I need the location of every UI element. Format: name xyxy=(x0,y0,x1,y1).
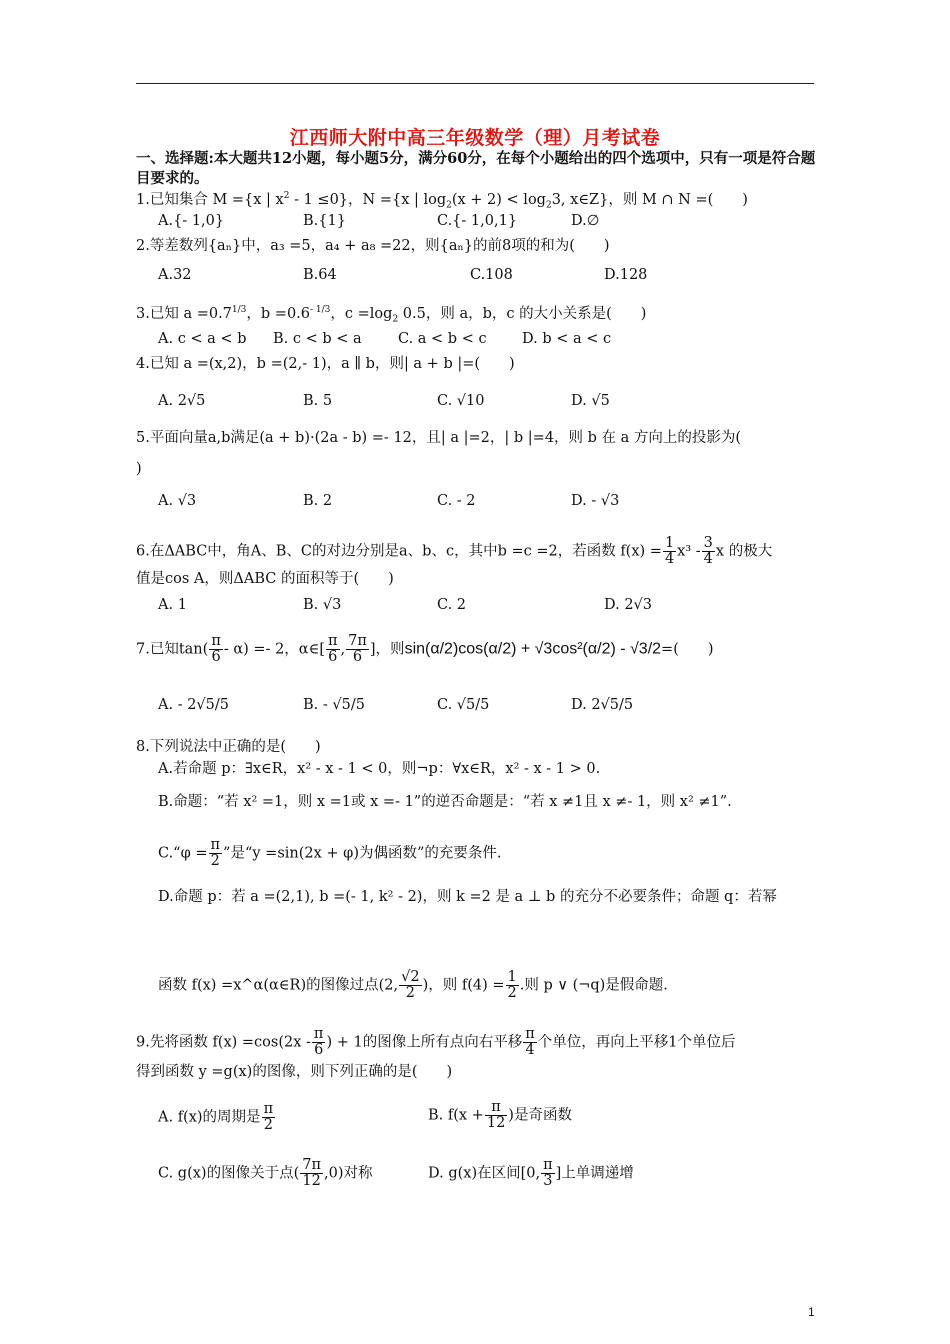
question-8-option-a[interactable]: A.若命题 p：∃x∈R，x² - x - 1 < 0，则¬p：∀x∈R，x² - x - 1 > 0. xyxy=(158,761,601,777)
question-3-stem: 3.已知 $a =0.7^{1/3}$，$b =0.6^{- 1/3}$，$c =\log_2$ 0.5，则 a，b，c 的大小关系是( ) xyxy=(136,305,647,325)
question-7-option-d[interactable]: D. 2√5/5 xyxy=(571,697,634,713)
question-2-option-b[interactable]: B.64 xyxy=(303,267,337,283)
question-6-option-d[interactable]: D. 2√3 xyxy=(604,597,653,613)
question-4-option-c[interactable]: C. √10 xyxy=(437,393,485,409)
question-4-option-b[interactable]: B. 5 xyxy=(303,393,333,409)
question-3-option-d[interactable]: D. b < a < c xyxy=(522,331,612,347)
question-1-option-d[interactable]: D.∅ xyxy=(571,213,600,229)
question-9-option-c[interactable]: C. g(x)的图像关于点( $\frac{7\pi}{12}$ ,0)对称 xyxy=(158,1157,373,1189)
header-rule xyxy=(136,83,814,84)
question-4-option-d[interactable]: D. √5 xyxy=(571,393,610,409)
question-8-option-d-cont: 函数 f(x) =x^α(α∈R)的图像过点(2, $\frac{√2}{2}$ )，则 f(4) = $\frac{1}{2}$ .则 p ∨ (¬q)是假命题. xyxy=(158,969,668,1001)
question-3-option-b[interactable]: B. c < b < a xyxy=(273,331,362,347)
question-9-option-d[interactable]: D. g(x)在区间[0, $\frac{\pi}{3}$ ]上单调递增 xyxy=(428,1157,634,1189)
question-9-option-a[interactable]: A. f(x)的周期是 $\frac{\pi}{2}$ xyxy=(158,1101,274,1133)
question-5-option-a[interactable]: A. √3 xyxy=(158,493,197,509)
question-8-option-b[interactable]: B.命题：“若 x² =1，则 x =1或 x =- 1”的逆否命题是：“若 x ≠1且 x ≠- 1，则 x² ≠1”. xyxy=(158,794,732,810)
question-7-option-a[interactable]: A. - 2√5/5 xyxy=(158,697,229,713)
question-5-option-b[interactable]: B. 2 xyxy=(303,493,333,509)
question-1-option-a[interactable]: A.{- 1,0} xyxy=(158,213,225,229)
question-5-option-c[interactable]: C. - 2 xyxy=(437,493,476,509)
question-2-option-c[interactable]: C.108 xyxy=(470,267,513,283)
question-7-option-c[interactable]: C. √5/5 xyxy=(437,697,490,713)
question-6-stem: 6.在ΔABC中，角A、B、C的对边分别是a、b、c，其中b =c =2，若函数 f(x) = $\frac{1}{4}$ x³ - $\frac{3}{4}$ x 的极大 xyxy=(136,535,773,567)
question-7-option-b[interactable]: B. - √5/5 xyxy=(303,697,365,713)
question-2-option-a[interactable]: A.32 xyxy=(158,267,192,283)
question-3-option-c[interactable]: C. a < b < c xyxy=(398,331,487,347)
question-8-option-d[interactable]: D.命题 p：若 a =(2,1), b =(- 1, k² - 2)，则 k =2 是 a ⊥ b 的充分不必要条件；命题 q：若幂 xyxy=(158,889,777,905)
question-6-option-b[interactable]: B. √3 xyxy=(303,597,342,613)
question-9-stem: 9.先将函数 f(x) =cos(2x - $\frac{\pi}{6}$ ) + 1的图像上所有点向右平移 $\frac{\pi}{4}$ 个单位，再向上平移1个单位后 xyxy=(136,1026,736,1058)
question-5-stem: 5.平面向量a,b满足(a + b)·(2a - b) =- 12，且| a |=2，| b |=4，则 b 在 a 方向上的投影为( xyxy=(136,430,742,446)
question-1-stem: 1.已知集合 M ={x | $x^2 - 1 \le 0$}，N ={x | $\log_2(x + 2) < \log_23$, x∈Z}，则 M ∩ N =( ) xyxy=(136,191,748,211)
question-9-option-b[interactable]: B. f(x + $\frac{\pi}{12}$ )是奇函数 xyxy=(428,1099,572,1131)
question-6-stem-cont: 值是cos A，则ΔABC 的面积等于( ) xyxy=(136,571,394,587)
question-1-option-b[interactable]: B.{1} xyxy=(303,213,346,229)
question-5-option-d[interactable]: D. - √3 xyxy=(571,493,620,509)
question-1-option-c[interactable]: C.{- 1,0,1} xyxy=(437,213,518,229)
question-7-stem: 7.已知tan( $\frac{\pi}{6}$ - α) =- 2，α∈[ $\frac{\pi}{6}$ , $\frac{7\pi}{6}$ ]，则sin(α/2)cos(α/2) + √3cos²(α/2) - √3/2=( ) xyxy=(136,633,714,665)
question-4-option-a[interactable]: A. 2√5 xyxy=(158,393,206,409)
question-5-stem-cont: ) xyxy=(136,461,142,477)
question-8-stem: 8.下列说法中正确的是( ) xyxy=(136,739,321,755)
question-8-option-c[interactable]: C.“φ = $\frac{\pi}{2}$ ”是“y =sin(2x + φ)为偶函数”的充要条件. xyxy=(158,837,502,869)
question-9-stem-cont: 得到函数 y =g(x)的图像，则下列正确的是( ) xyxy=(136,1064,453,1080)
section-heading: 一、选择题:本大题共12小题，每小题5分，满分60分，在每个小题给出的四个选项中，只有一项是符合题目要求的。 xyxy=(136,150,816,187)
question-6-option-c[interactable]: C. 2 xyxy=(437,597,467,613)
page-number: 1 xyxy=(808,1305,815,1319)
question-3-option-a[interactable]: A. c < a < b xyxy=(158,331,247,347)
page-title: 江西师大附中高三年级数学（理）月考试卷 xyxy=(289,127,661,149)
question-6-option-a[interactable]: A. 1 xyxy=(158,597,187,613)
question-2-option-d[interactable]: D.128 xyxy=(604,267,648,283)
question-2-stem: 2.等差数列{aₙ}中，a₃ =5，a₄ + a₈ =22，则{aₙ}的前8项的和为( ) xyxy=(136,238,610,254)
question-4-stem: 4.已知 a =(x,2)，b =(2,- 1)，a ∥ b，则| a + b |=( ) xyxy=(136,356,515,372)
